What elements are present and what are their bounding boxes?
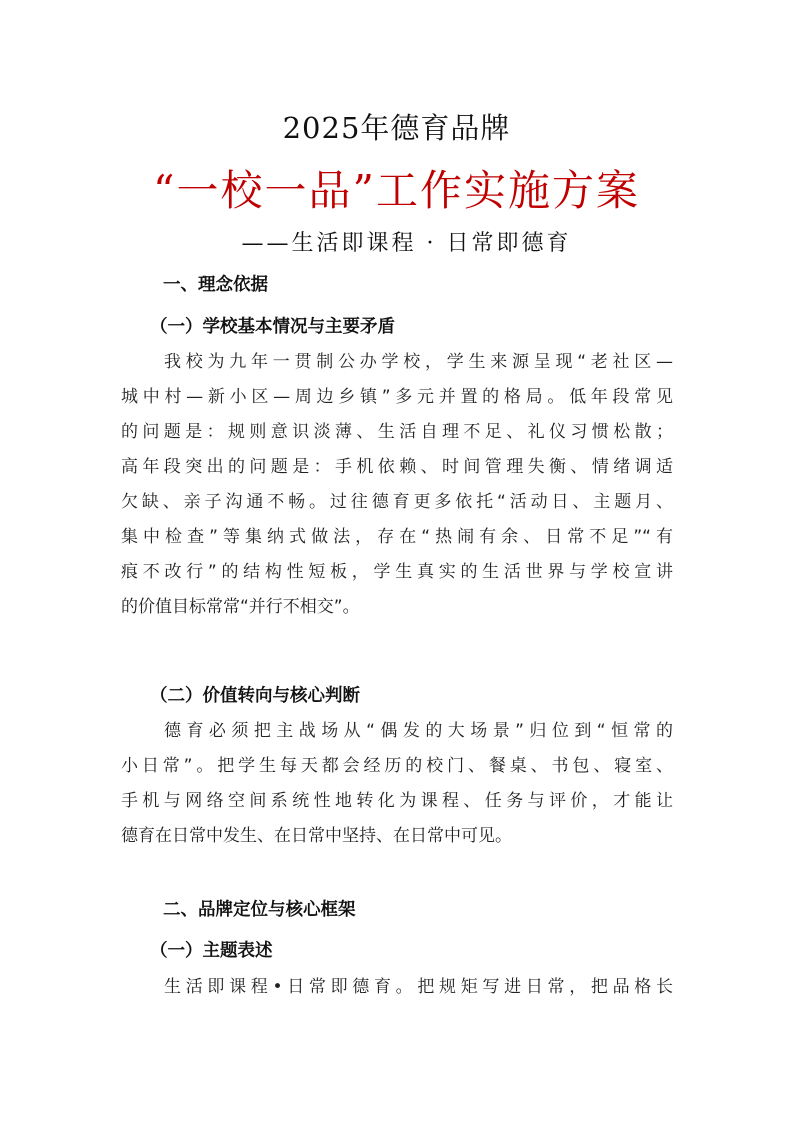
paragraph-line: 德育在日常中发生、在日常中坚持、在日常中可见。 [121, 826, 512, 846]
section-heading-1: 一、理念依据 [163, 275, 268, 295]
paragraph-1-2 [121, 714, 681, 854]
paragraph-1-1 [121, 345, 681, 625]
paragraph-line: 的价值目标常常“并行不相交”。 [121, 597, 360, 617]
document-subtitle: ——生活即课程 · 日常即德育 [241, 231, 572, 256]
paragraph-line: 生活即课程•日常即德育。把规矩写进日常，把品格长 [164, 977, 673, 997]
document-title-year: 2025年德育品牌 [282, 111, 511, 145]
paragraph-line: 我校为九年一贯制公办学校，学生来源呈现“老社区— [164, 352, 673, 372]
section-heading-2: 二、品牌定位与核心框架 [163, 900, 356, 920]
subsection-heading-1-1: （一）学校基本情况与主要矛盾 [150, 317, 395, 337]
paragraph-line: 高年段突出的问题是：手机依赖、时间管理失衡、情绪调适 [121, 457, 673, 477]
paragraph-2-1 [121, 970, 681, 1005]
paragraph-line: 欠缺、亲子沟通不畅。过往德育更多依托“活动日、主题月、 [121, 492, 673, 512]
paragraph-line: 城中村—新小区—周边乡镇”多元并置的格局。低年段常见 [121, 387, 673, 407]
paragraph-line: 的问题是：规则意识淡薄、生活自理不足、礼仪习惯松散； [121, 422, 673, 442]
paragraph-line: 手机与网络空间系统性地转化为课程、任务与评价，才能让 [121, 791, 673, 811]
subsection-heading-1-2: （二）价值转向与核心判断 [150, 686, 360, 706]
paragraph-line: 小日常”。把学生每天都会经历的校门、餐桌、书包、寝室、 [121, 756, 673, 776]
paragraph-line: 集中检查”等集纳式做法，存在“热闹有余、日常不足”“有 [121, 527, 673, 547]
paragraph-line: 痕不改行”的结构性短板，学生真实的生活世界与学校宣讲 [121, 562, 673, 582]
subsection-heading-2-1: （一）主题表述 [150, 941, 273, 961]
document-title-main: “一校一品”工作实施方案 [153, 166, 640, 215]
paragraph-line: 德育必须把主战场从“偶发的大场景”归位到“恒常的 [164, 721, 673, 741]
